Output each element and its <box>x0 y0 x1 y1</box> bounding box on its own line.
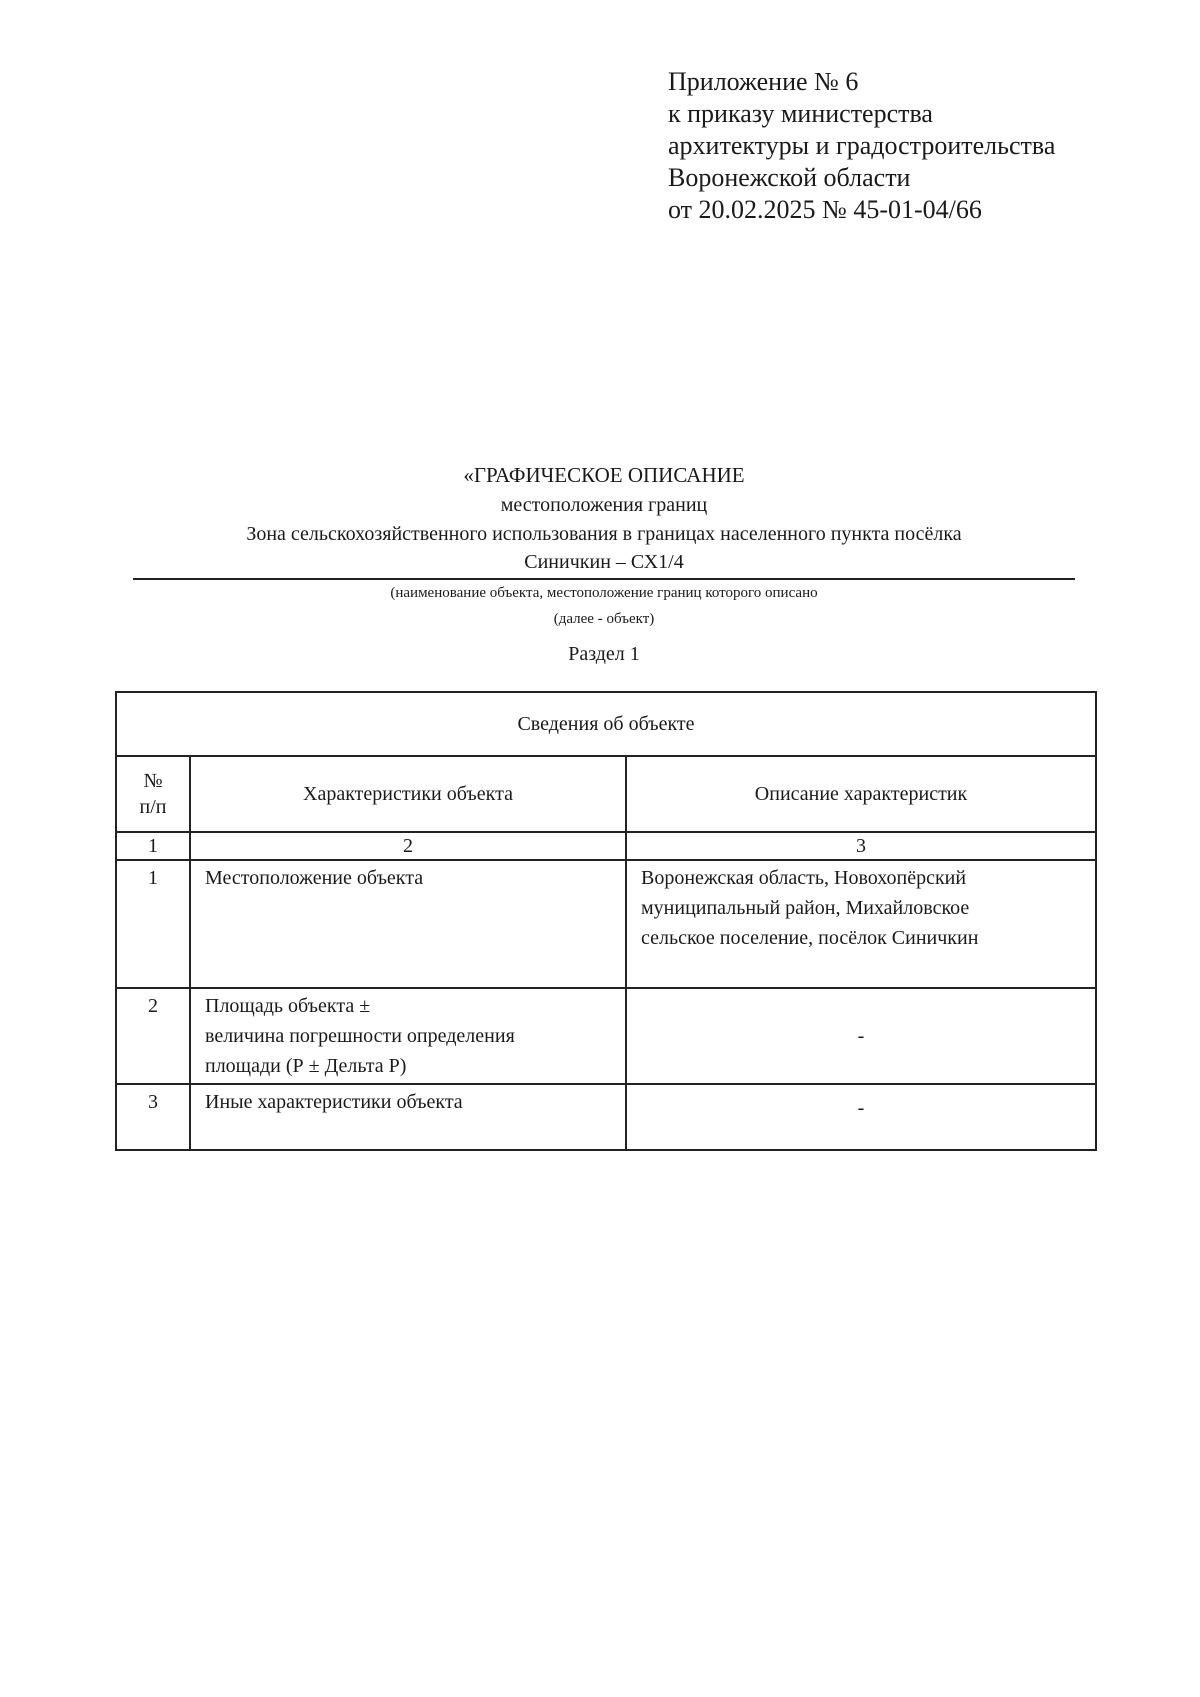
description-line: сельское поселение, посёлок Синичкин <box>641 927 979 949</box>
object-name-line1: Зона сельскохозяйственного использования в границах населенного пункта посёлка <box>246 523 962 545</box>
row-characteristic <box>190 860 626 988</box>
row-number: 3 <box>116 1084 190 1150</box>
object-caption-line2: (далее - объект) <box>553 611 655 627</box>
characteristic-line: Местоположение объекта <box>205 867 424 889</box>
row-number: 1 <box>116 860 190 988</box>
header-num-line2: п/п <box>139 796 167 818</box>
row-description <box>626 860 1096 988</box>
appendix-line: от 20.02.2025 № 45-01-04/66 <box>668 195 982 224</box>
table-title: Сведения об объекте <box>116 692 1096 756</box>
appendix-line: архитектуры и градостроительства <box>668 131 1056 160</box>
document-title-block <box>133 460 1075 668</box>
characteristic-line: площади (Р ± Дельта Р) <box>205 1055 407 1077</box>
appendix-line: к приказу министерства <box>668 99 933 128</box>
table-row <box>116 988 1096 1084</box>
characteristic-line: Площадь объекта ± <box>205 995 371 1017</box>
appendix-line: Приложение № 6 <box>668 67 859 96</box>
row-description: - <box>626 988 1096 1084</box>
row-description: - <box>626 1084 1096 1150</box>
column-number: 1 <box>116 832 190 860</box>
header-num <box>116 756 190 832</box>
column-number: 2 <box>190 832 626 860</box>
object-name-line2: Синичкин – СХ1/4 <box>524 551 684 573</box>
appendix-header <box>668 66 1055 226</box>
row-characteristic <box>190 988 626 1084</box>
table-row <box>116 860 1096 988</box>
column-number: 3 <box>626 832 1096 860</box>
description-line: муниципальный район, Михайловское <box>641 897 970 919</box>
appendix-line: Воронежской области <box>668 163 911 192</box>
document-subtitle: местоположения границ <box>500 494 708 516</box>
header-description: Описание характеристик <box>626 756 1096 832</box>
characteristic-line: Иные характеристики объекта <box>205 1091 463 1113</box>
header-num-line1: № <box>143 770 163 792</box>
object-info-table <box>115 691 1097 1151</box>
characteristic-line: величина погрешности определения <box>205 1025 515 1047</box>
document-title: «ГРАФИЧЕСКОЕ ОПИСАНИЕ <box>463 463 745 487</box>
object-caption-line1: (наименование объекта, местоположение границ которого описано <box>390 585 818 601</box>
row-characteristic <box>190 1084 626 1150</box>
description-line: Воронежская область, Новохопёрский <box>641 867 967 889</box>
section-label: Раздел 1 <box>568 643 640 665</box>
header-characteristics: Характеристики объекта <box>190 756 626 832</box>
table-row <box>116 1084 1096 1150</box>
row-number: 2 <box>116 988 190 1084</box>
